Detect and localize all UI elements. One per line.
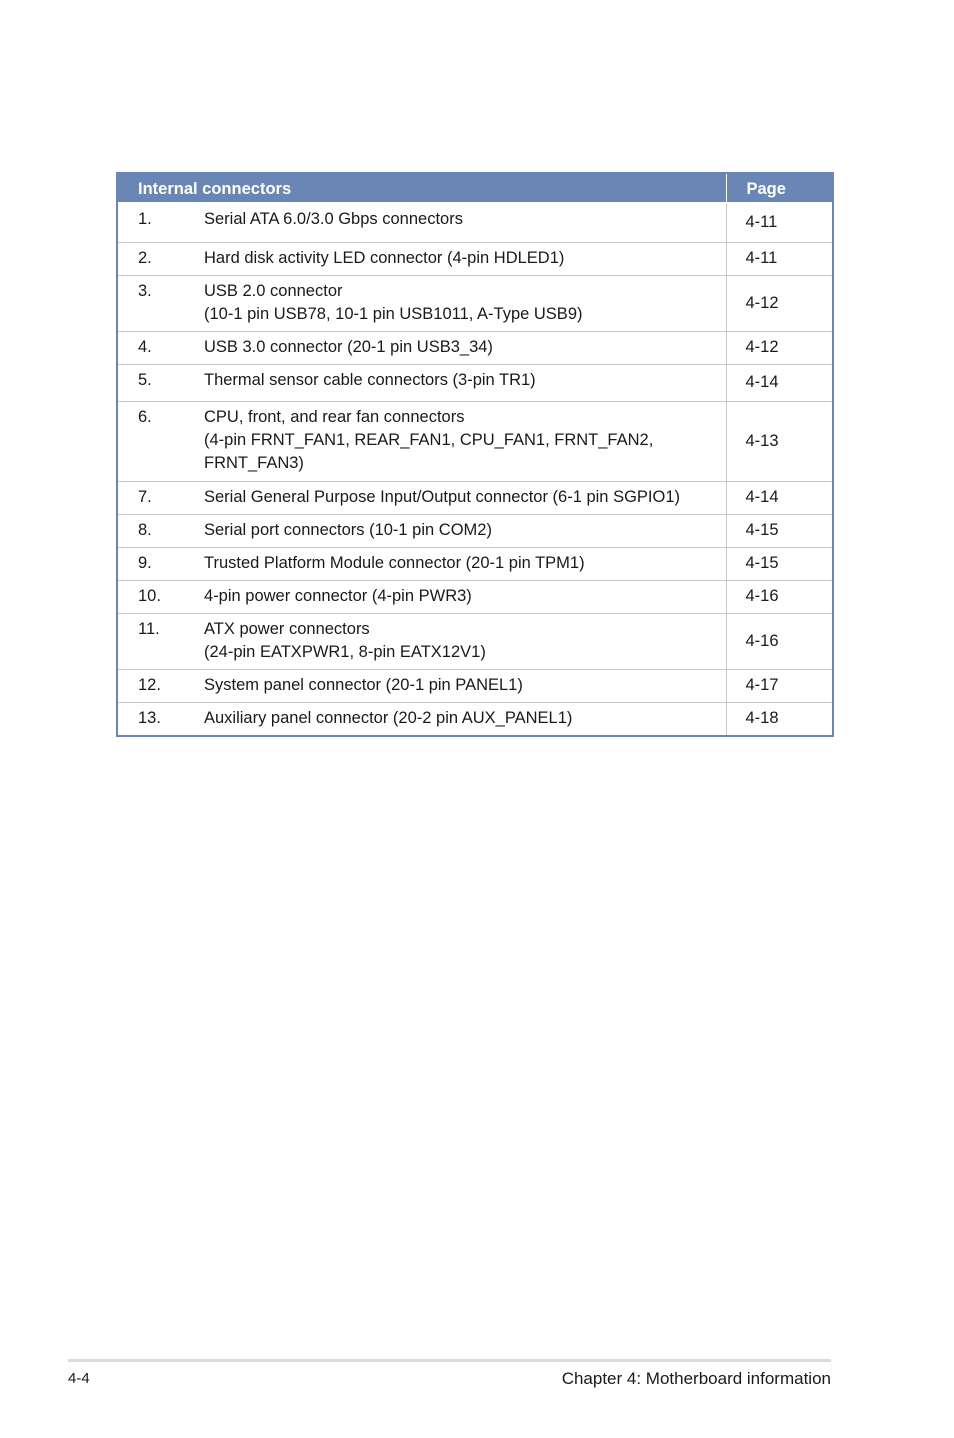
page-reference: 4-14 (726, 364, 832, 401)
table-row (118, 613, 832, 669)
page-reference: 4-13 (726, 401, 832, 481)
page-reference: 4-16 (726, 580, 832, 613)
table-row (118, 242, 832, 275)
page-reference: 4-17 (726, 669, 832, 702)
row-number: 4. (118, 331, 204, 364)
connector-description (204, 613, 726, 669)
row-number: 9. (118, 547, 204, 580)
row-number: 5. (118, 364, 204, 401)
description-line: Auxiliary panel connector (20-2 pin AUX_PANEL1) (204, 708, 573, 727)
table-row (118, 669, 832, 702)
page-reference: 4-14 (726, 481, 832, 514)
table-row (118, 702, 832, 735)
connector-description (204, 669, 726, 702)
connector-description (204, 242, 726, 275)
internal-connectors-table-frame (116, 172, 834, 737)
table-row (118, 275, 832, 331)
page-reference: 4-15 (726, 514, 832, 547)
description-line: Hard disk activity LED connector (4-pin HDLED1) (204, 248, 565, 267)
page-reference: 4-12 (726, 275, 832, 331)
row-number: 3. (118, 275, 204, 331)
connector-description (204, 204, 726, 242)
description-line: FRNT_FAN3) (204, 453, 304, 472)
description-line: 4-pin power connector (4-pin PWR3) (204, 586, 472, 605)
description-line: Serial port connectors (10-1 pin COM2) (204, 520, 492, 539)
row-number: 10. (118, 580, 204, 613)
row-number: 12. (118, 669, 204, 702)
table-row (118, 481, 832, 514)
connector-description (204, 331, 726, 364)
connector-description (204, 514, 726, 547)
connector-description (204, 275, 726, 331)
header-internal-connectors: Internal connectors (118, 174, 726, 204)
description-line: (4-pin FRNT_FAN1, REAR_FAN1, CPU_FAN1, FRNT_FAN2, (204, 430, 654, 449)
page-reference: 4-16 (726, 613, 832, 669)
table-row (118, 401, 832, 481)
row-number: 7. (118, 481, 204, 514)
row-number: 6. (118, 401, 204, 481)
footer-chapter-title: Chapter 4: Motherboard information (561, 1369, 831, 1388)
footer-divider (68, 1359, 831, 1362)
row-number: 1. (138, 210, 152, 228)
description-line: (24-pin EATXPWR1, 8-pin EATX12V1) (204, 642, 486, 661)
page-reference: 4-11 (726, 242, 832, 275)
table-row (118, 547, 832, 580)
connector-description (204, 401, 726, 481)
table-row (118, 580, 832, 613)
table-row (118, 331, 832, 364)
page-reference: 4-15 (726, 547, 832, 580)
description-line: Serial General Purpose Input/Output connector (6-1 pin SGPIO1) (204, 487, 681, 506)
description-line: USB 3.0 connector (20-1 pin USB3_34) (204, 337, 493, 356)
description-line: (10-1 pin USB78, 10-1 pin USB1011, A-Type USB9) (204, 304, 583, 323)
table-row (118, 514, 832, 547)
header-page: Page (726, 174, 832, 204)
table-body (118, 204, 832, 735)
connector-description (204, 364, 726, 401)
description-line: CPU, front, and rear fan connectors (204, 407, 465, 426)
description-line: Serial ATA 6.0/3.0 Gbps connectors (204, 210, 463, 228)
description-line: Thermal sensor cable connectors (3-pin TR1) (204, 370, 536, 389)
footer-page-number: 4-4 (68, 1370, 90, 1387)
description-line: Trusted Platform Module connector (20-1 pin TPM1) (204, 553, 585, 572)
connector-description (204, 580, 726, 613)
table-header-row (118, 174, 832, 204)
connector-description (204, 481, 726, 514)
page-reference: 4-18 (726, 702, 832, 735)
table-row (118, 204, 832, 242)
row-number: 8. (118, 514, 204, 547)
internal-connectors-table (118, 174, 832, 735)
connector-description (204, 702, 726, 735)
connector-description (204, 547, 726, 580)
table-row (118, 364, 832, 401)
row-number: 2. (118, 242, 204, 275)
row-number: 11. (118, 613, 204, 669)
row-number: 13. (118, 702, 204, 735)
page-reference: 4-11 (726, 204, 832, 242)
description-line: ATX power connectors (204, 619, 370, 638)
description-line: System panel connector (20-1 pin PANEL1) (204, 675, 523, 694)
page-reference: 4-12 (726, 331, 832, 364)
description-line: USB 2.0 connector (204, 281, 343, 300)
